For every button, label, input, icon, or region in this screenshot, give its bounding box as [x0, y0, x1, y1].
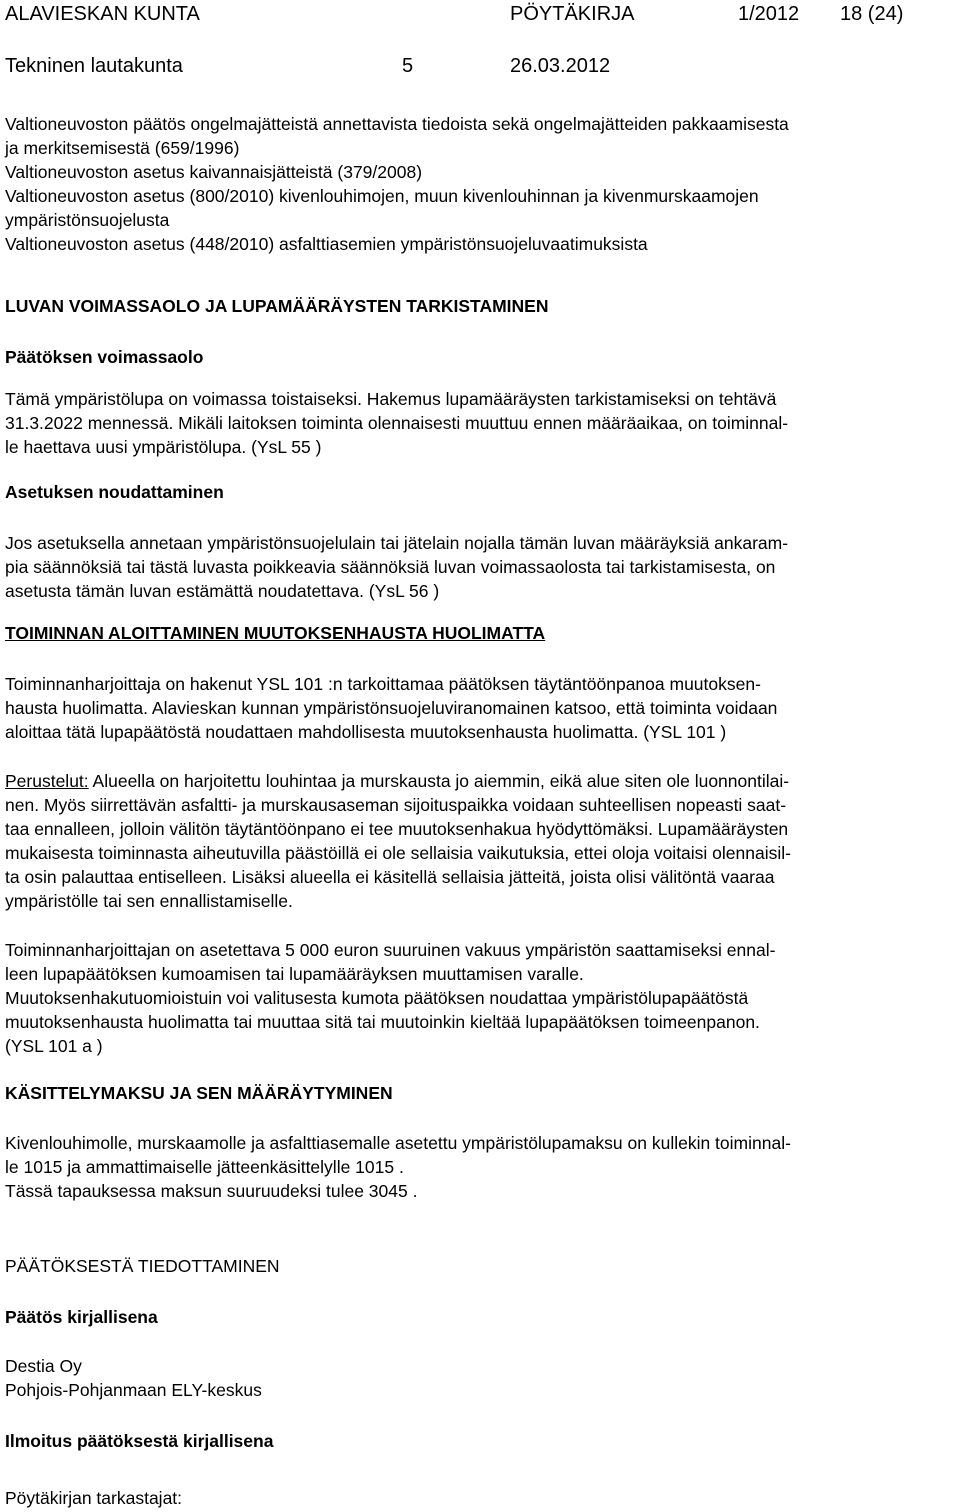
paragraph-line: pia säännöksiä tai tästä luvasta poikkeavia säännöksiä luvan voimassaolosta tai tarkistamisesta, on [5, 557, 776, 577]
meeting-date: 26.03.2012 [510, 55, 611, 77]
paragraph-line: hausta huolimatta. Alavieskan kunnan ympäristönsuojeluviranomainen katsoo, että toiminta voidaan [5, 698, 778, 718]
paragraph-line: Tässä tapauksessa maksun suuruudeksi tulee 3045 . [5, 1181, 418, 1201]
subsection-heading: Päätös kirjallisena [5, 1307, 158, 1327]
paragraph-line: Toiminnanharjoittajan on asetettava 5 000 euron suuruinen vakuus ympäristön saattamiseksi ennal- [5, 940, 776, 960]
paragraph-line: taa ennalleen, jolloin välitön täytäntöönpano ei tee muutoksenhakua hyödyttömäksi. Lupamääräysten [5, 819, 789, 839]
page-number: 18 (24) [840, 3, 904, 25]
paragraph-line: leen lupapäätöksen kumoamisen tai lupamääräyksen muuttamisen varalle. [5, 964, 584, 984]
paragraph-line: Tämä ympäristölupa on voimassa toistaiseksi. Hakemus lupamääräysten tarkistamiseksi on tehtävä [5, 389, 777, 409]
paragraph-line: aloittaa tätä lupapäätöstä noudattaen mahdollisesta muutoksenhausta huolimatta. (YSL 101 ) [5, 722, 727, 742]
regulation-line: Valtioneuvoston asetus kaivannaisjätteistä (379/2008) [5, 162, 423, 182]
paragraph-line [5, 769, 789, 793]
section-heading: TOIMINNAN ALOITTAMINEN MUUTOKSENHAUSTA HUOLIMATTA [5, 623, 546, 643]
regulation-line: ympäristönsuojelusta [5, 210, 170, 230]
paragraph-line: (YSL 101 a ) [5, 1036, 103, 1056]
regulation-line: Valtioneuvoston asetus (448/2010) asfalttiasemien ympäristönsuojeluvaatimuksista [5, 234, 648, 254]
subsection-heading: Ilmoitus päätöksestä kirjallisena [5, 1431, 274, 1451]
paragraph-line: mukaisesta toiminnasta aiheutuvilla päästöillä ei ole sellaisia vaikutuksia, ettei oloja voitaisi olennaisil- [5, 843, 791, 863]
document-number: 1/2012 [738, 3, 800, 25]
section-heading: KÄSITTELYMAKSU JA SEN MÄÄRÄYTYMINEN [5, 1083, 393, 1103]
justification-text: Alueella on harjoitettu louhintaa ja murskausta jo aiemmin, eikä alue siten ole luonnontilai- [88, 771, 790, 791]
paragraph-line: 31.3.2022 mennessä. Mikäli laitoksen toiminta olennaisesti muuttuu ennen määräaikaa, on toiminnal- [5, 413, 789, 433]
paragraph-line: muutoksenhausta huolimatta tai muuttaa sitä tai muutoinkin kieltää lupapäätöksen toimeenpanon. [5, 1012, 760, 1032]
paragraph-line: nen. Myös siirrettävän asfaltti- ja murskausaseman sijoituspaikka voidaan suhteellisen nopeasti saat- [5, 795, 787, 815]
section-number: 5 [402, 55, 414, 77]
recipient: Pohjois-Pohjanmaan ELY-keskus [5, 1380, 262, 1400]
recipient: Destia Oy [5, 1356, 82, 1376]
paragraph-line: Muutoksenhakutuomioistuin voi valitusesta kumota päätöksen noudattaa ympäristölupapäätöstä [5, 988, 749, 1008]
paragraph-line: Jos asetuksella annetaan ympäristönsuojelulain tai jätelain nojalla tämän luvan määräyksiä ankaram- [5, 533, 789, 553]
subsection-heading: Asetuksen noudattaminen [5, 482, 224, 502]
committee-name: Tekninen lautakunta [5, 55, 183, 77]
paragraph-line: Toiminnanharjoittaja on hakenut YSL 101 :n tarkoittamaa päätöksen täytäntöönpanoa muutoksen- [5, 674, 761, 694]
municipality-name: ALAVIESKAN KUNTA [5, 3, 200, 25]
paragraph-line: le haettava uusi ympäristölupa. (YsL 55 ) [5, 437, 322, 457]
document-type: PÖYTÄKIRJA [510, 3, 635, 25]
section-heading: PÄÄTÖKSESTÄ TIEDOTTAMINEN [5, 1256, 280, 1276]
paragraph-line: ympäristölle tai sen ennallistamiselle. [5, 891, 293, 911]
paragraph-line: asetusta tämän luvan estämättä noudatettava. (YsL 56 ) [5, 581, 440, 601]
section-heading: LUVAN VOIMASSAOLO JA LUPAMÄÄRÄYSTEN TARKISTAMINEN [5, 296, 549, 316]
regulation-line: Valtioneuvoston asetus (800/2010) kivenlouhimojen, muun kivenlouhinnan ja kivenmurskaamojen [5, 186, 759, 206]
justification-label: Perustelut: [5, 771, 89, 791]
paragraph-line: le 1015 ja ammattimaiselle jätteenkäsittelylle 1015 . [5, 1157, 404, 1177]
regulation-line: Valtioneuvoston päätös ongelmajätteistä annettavista tiedoista sekä ongelmajätteiden pakkaamisesta [5, 114, 789, 134]
subsection-heading: Päätöksen voimassaolo [5, 347, 204, 367]
paragraph-line: Kivenlouhimolle, murskaamolle ja asfalttiasemalle asetettu ympäristölupamaksu on kullekin toiminnal- [5, 1133, 791, 1153]
regulation-line: ja merkitsemisestä (659/1996) [5, 138, 240, 158]
paragraph-line: ta osin palauttaa entiselleen. Lisäksi alueella ei käsitellä sellaisia jätteitä, joista olisi välitöntä vaaraa [5, 867, 775, 887]
minutes-reviewers-label: Pöytäkirjan tarkastajat: [5, 1488, 183, 1508]
